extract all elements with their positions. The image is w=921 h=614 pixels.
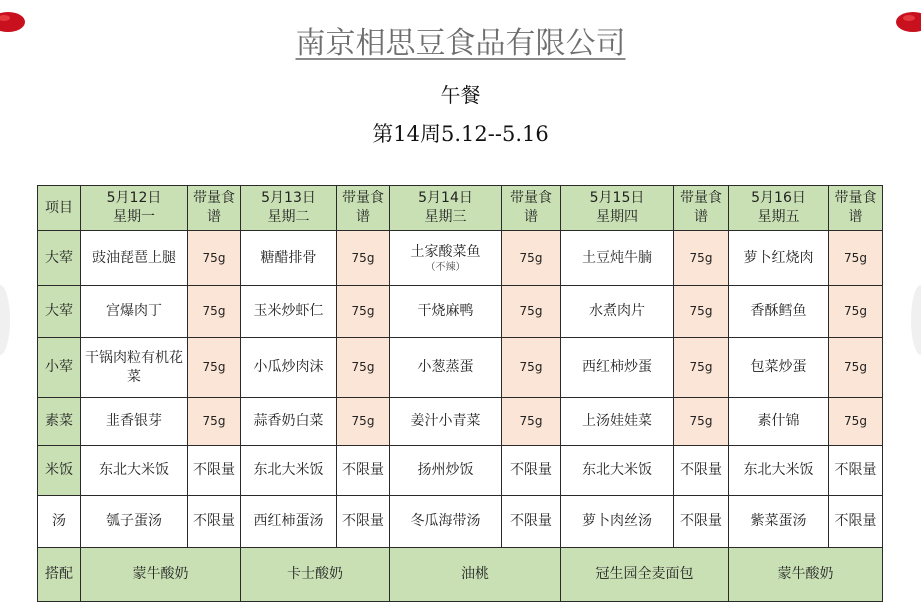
qty-cell: 不限量 (502, 446, 561, 496)
qty-cell: 75g (502, 338, 561, 398)
qty-cell: 75g (829, 338, 883, 398)
dish-cell: 土豆炖牛腩 (561, 231, 674, 286)
qty-cell: 不限量 (188, 496, 241, 548)
qty-cell: 75g (337, 231, 390, 286)
dish-cell: 玉米炒虾仁 (241, 286, 337, 338)
pairing-cell: 油桃 (390, 548, 561, 602)
dish-cell: 瓠子蛋汤 (81, 496, 188, 548)
qty-cell: 75g (674, 231, 729, 286)
qty-cell: 不限量 (502, 496, 561, 548)
dish-cell (390, 231, 502, 286)
qty-cell: 不限量 (188, 446, 241, 496)
page-nav-shadow-left (0, 285, 10, 355)
day-weekday: 星期三 (424, 209, 467, 225)
qty-cell: 75g (188, 231, 241, 286)
qty-cell: 75g (337, 286, 390, 338)
pairing-cell: 冠生园全麦面包 (561, 548, 729, 602)
qty-cell: 不限量 (829, 446, 883, 496)
dish-cell: 东北大米饭 (729, 446, 829, 496)
qty-cell: 75g (502, 231, 561, 286)
dish-cell: 萝卜红烧肉 (729, 231, 829, 286)
day-date: 5月16日 (751, 190, 806, 206)
day-date: 5月14日 (418, 190, 473, 206)
dish-cell: 西红柿蛋汤 (241, 496, 337, 548)
menu-row (38, 446, 883, 496)
menu-row (38, 231, 883, 286)
qty-cell: 75g (337, 338, 390, 398)
dish-cell: 宫爆肉丁 (81, 286, 188, 338)
qty-header: 带量食谱 (337, 186, 390, 231)
company-title (0, 22, 921, 66)
week-label: 第14周5.12--5.16 (372, 122, 549, 146)
dish-cell: 萝卜肉丝汤 (561, 496, 674, 548)
meal-title: 午餐 (440, 83, 481, 107)
dish-cell: 韭香银芽 (81, 398, 188, 446)
qty-cell: 75g (829, 286, 883, 338)
corner-label: 项目 (38, 186, 81, 231)
company-name: 南京相思豆食品有限公司 (295, 26, 626, 61)
day-header (729, 186, 829, 231)
dish-cell: 扬州炒饭 (390, 446, 502, 496)
day-header (390, 186, 502, 231)
qty-header: 带量食谱 (674, 186, 729, 231)
qty-cell: 75g (502, 398, 561, 446)
row-category: 大荤 (38, 286, 81, 338)
qty-cell: 75g (188, 398, 241, 446)
menu-row (38, 338, 883, 398)
dish-cell: 小瓜炒肉沫 (241, 338, 337, 398)
qty-cell: 75g (674, 398, 729, 446)
pairing-cell: 卡士酸奶 (241, 548, 390, 602)
qty-cell: 75g (502, 286, 561, 338)
qty-header: 带量食谱 (829, 186, 883, 231)
dish-cell: 紫菜蛋汤 (729, 496, 829, 548)
dish-cell: 素什锦 (729, 398, 829, 446)
dish-note: （不辣） (425, 261, 466, 273)
qty-header: 带量食谱 (188, 186, 241, 231)
dish-cell: 干锅肉粒有机花菜 (81, 338, 188, 398)
qty-cell: 不限量 (829, 496, 883, 548)
day-date: 5月15日 (589, 190, 645, 206)
qty-cell: 75g (829, 398, 883, 446)
day-header (241, 186, 337, 231)
qty-cell: 75g (337, 398, 390, 446)
qty-cell: 不限量 (337, 446, 390, 496)
dish-cell: 包菜炒蛋 (729, 338, 829, 398)
day-weekday: 星期四 (596, 209, 638, 225)
row-category: 小荤 (38, 338, 81, 398)
dish-cell: 蒜香奶白菜 (241, 398, 337, 446)
dish-cell: 上汤娃娃菜 (561, 398, 674, 446)
dish-cell: 干烧麻鸭 (390, 286, 502, 338)
dish-cell: 水煮肉片 (561, 286, 674, 338)
pairing-cell: 蒙牛酸奶 (81, 548, 241, 602)
row-category: 米饭 (38, 446, 81, 496)
dish-cell: 糖醋排骨 (241, 231, 337, 286)
qty-cell: 不限量 (674, 496, 729, 548)
row-category: 素菜 (38, 398, 81, 446)
dish-cell: 东北大米饭 (241, 446, 337, 496)
dish-cell: 香酥鳕鱼 (729, 286, 829, 338)
qty-cell: 75g (674, 338, 729, 398)
day-weekday: 星期五 (757, 209, 800, 225)
pairing-row (38, 548, 883, 602)
qty-cell: 75g (674, 286, 729, 338)
qty-cell: 75g (829, 231, 883, 286)
header-row (38, 186, 883, 231)
row-category: 大荤 (38, 231, 81, 286)
qty-cell: 75g (188, 286, 241, 338)
menu-row (38, 286, 883, 338)
dish-cell: 小葱蒸蛋 (390, 338, 502, 398)
qty-header: 带量食谱 (502, 186, 561, 231)
pairing-cell: 蒙牛酸奶 (729, 548, 883, 602)
menu-row (38, 496, 883, 548)
dish-cell: 西红柿炒蛋 (561, 338, 674, 398)
dish-cell: 豉油琵琶上腿 (81, 231, 188, 286)
weekly-menu-table (37, 185, 883, 602)
day-weekday: 星期一 (113, 209, 155, 225)
dish-cell: 东北大米饭 (561, 446, 674, 496)
menu-row (38, 398, 883, 446)
qty-cell: 不限量 (337, 496, 390, 548)
day-header (561, 186, 674, 231)
row-category: 搭配 (38, 548, 81, 602)
qty-cell: 75g (188, 338, 241, 398)
page-nav-shadow-right (911, 285, 921, 355)
qty-cell: 不限量 (674, 446, 729, 496)
dish-cell: 东北大米饭 (81, 446, 188, 496)
day-header (81, 186, 188, 231)
day-date: 5月12日 (106, 190, 162, 206)
dish-cell: 姜汁小青菜 (390, 398, 502, 446)
dish-cell: 冬瓜海带汤 (390, 496, 502, 548)
dish-name: 土家酸菜鱼 (410, 243, 481, 260)
day-date: 5月13日 (261, 190, 316, 206)
row-category: 汤 (38, 496, 81, 548)
day-weekday: 星期二 (267, 209, 310, 225)
